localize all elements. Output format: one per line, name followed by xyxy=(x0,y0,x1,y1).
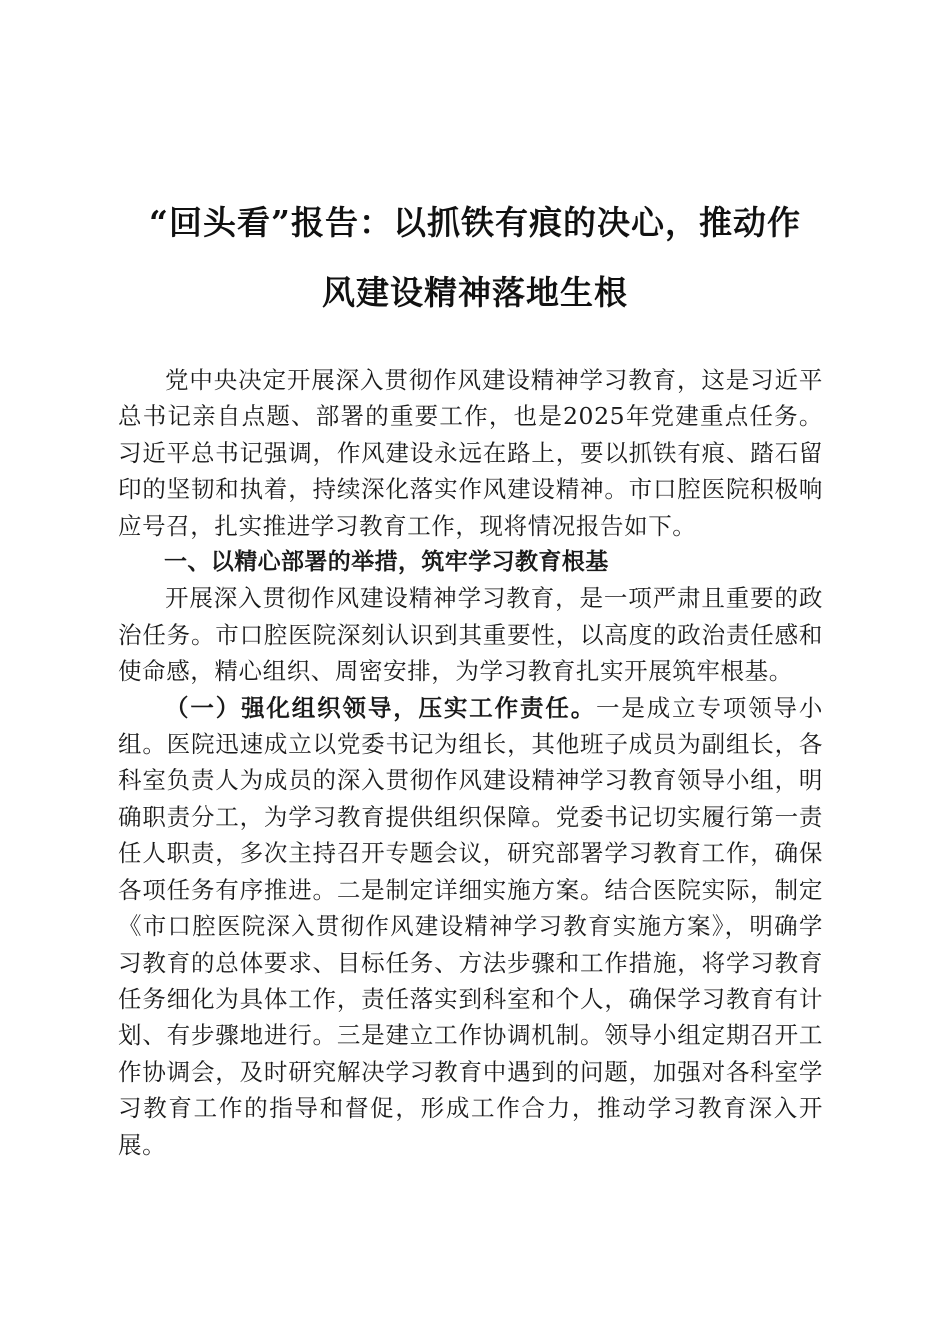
section-1-heading: 一、以精心部署的举措，筑牢学习教育根基 xyxy=(164,549,609,576)
title-line-2: 风建设精神落地生根 xyxy=(322,273,628,312)
intro-paragraph: 党中央决定开展深入贯彻作风建设精神学习教育，这是习近平总书记亲自点题、部署的重要工作，也是2025年党建重点任务。习近平总书记强调，作风建设永远在路上，要以抓铁有痕、踏石留印的坚韧和执着，持续深化落实作风建设精神。市口腔医院积极响应号召，扎实推进学习教育工作，现将情况报告如下。 xyxy=(118,366,823,540)
subsection-1-heading: （一）强化组织领导，压实工作责任。 xyxy=(165,693,597,722)
section-1-intro-paragraph: 开展深入贯彻作风建设精神学习教育，是一项严肃且重要的政治任务。市口腔医院深刻认识到其重要性，以高度的政治责任感和使命感，精心组织、周密安排，为学习教育扎实开展筑牢根基。 xyxy=(118,584,823,686)
title-line-1: “回头看”报告：以抓铁有痕的决心，推动作 xyxy=(149,203,801,242)
subsection-1-paragraph xyxy=(118,690,823,1163)
document-title xyxy=(118,188,832,328)
document-body xyxy=(118,362,823,1163)
subsection-1-body: 一是成立专项领导小组。医院迅速成立以党委书记为组长，其他班子成员为副组长，各科室负责人为成员的深入贯彻作风建设精神学习教育领导小组，明确职责分工，为学习教育提供组织保障。党委书记切实履行第一责任人职责，多次主持召开专题会议，研究部署学习教育工作，确保各项任务有序推进。二是制定详细实施方案。结合医院实际，制定《市口腔医院深入贯彻作风建设精神学习教育实施方案》，明确学习教育的总体要求、目标任务、方法步骤和工作措施，将学习教育任务细化为具体工作，责任落实到科室和个人，确保学习教育有计划、有步骤地进行。三是建立工作协调机制。领导小组定期召开工作协调会，及时研究解决学习教育中遇到的问题，加强对各科室学习教育工作的指导和督促，形成工作合力，推动学习教育深入开展。 xyxy=(118,693,823,1159)
